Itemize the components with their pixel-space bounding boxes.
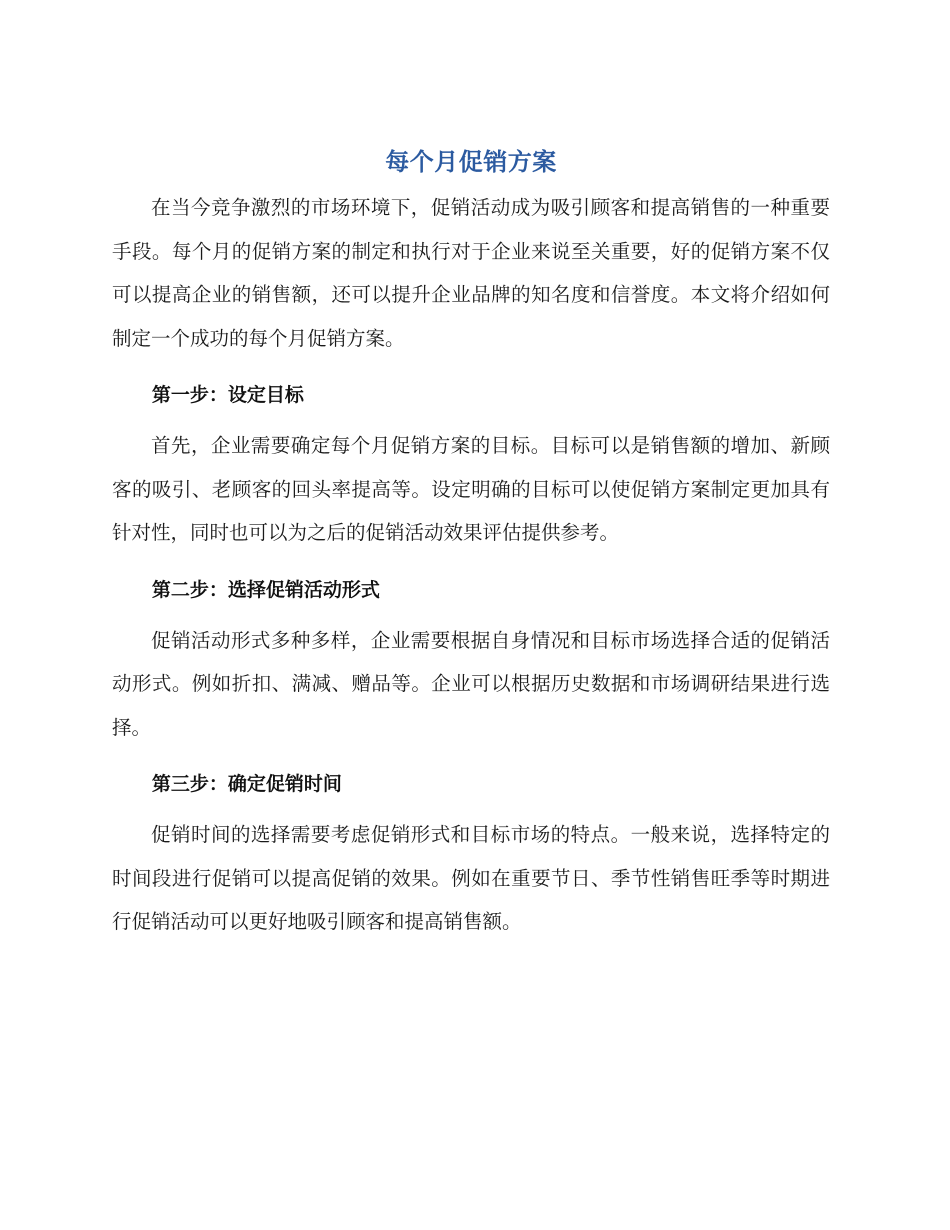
section-body: 促销时间的选择需要考虑促销形式和目标市场的特点。一般来说，选择特定的时间段进行促销可以提高促销的效果。例如在重要节日、季节性销售旺季等时期进行促销活动可以更好地吸引顾客和提高销售额。 — [112, 823, 830, 933]
document-title: 每个月促销方案 — [385, 148, 557, 176]
section-body: 促销活动形式多种多样，企业需要根据自身情况和目标市场选择合适的促销活动形式。例如折扣、满减、赠品等。企业可以根据历史数据和市场调研结果进行选择。 — [112, 628, 830, 739]
section-body: 首先，企业需要确定每个月促销方案的目标。目标可以是销售额的增加、新顾客的吸引、老顾客的回头率提高等。设定明确的目标可以使促销方案制定更加具有针对性，同时也可以为之后的促销活动效果评估提供参考。 — [112, 434, 830, 544]
section-heading: 第三步：确定促销时间 — [151, 773, 342, 795]
section-heading: 第二步：选择促销活动形式 — [151, 578, 380, 601]
section-step-2 — [112, 573, 830, 750]
intro-paragraph: 在当今竞争激烈的市场环境下，促销活动成为吸引顾客和提高销售的一种重要手段。每个月的促销方案的制定和执行对于企业来说至关重要，好的促销方案不仅可以提高企业的销售额，还可以提升企业品牌的知名度和信誉度。本文将介绍如何制定一个成功的每个月促销方案。 — [112, 196, 830, 350]
section-heading: 第一步：设定目标 — [151, 384, 304, 406]
section-step-3 — [112, 767, 830, 944]
section-step-1 — [112, 378, 830, 555]
document-page — [112, 140, 830, 944]
